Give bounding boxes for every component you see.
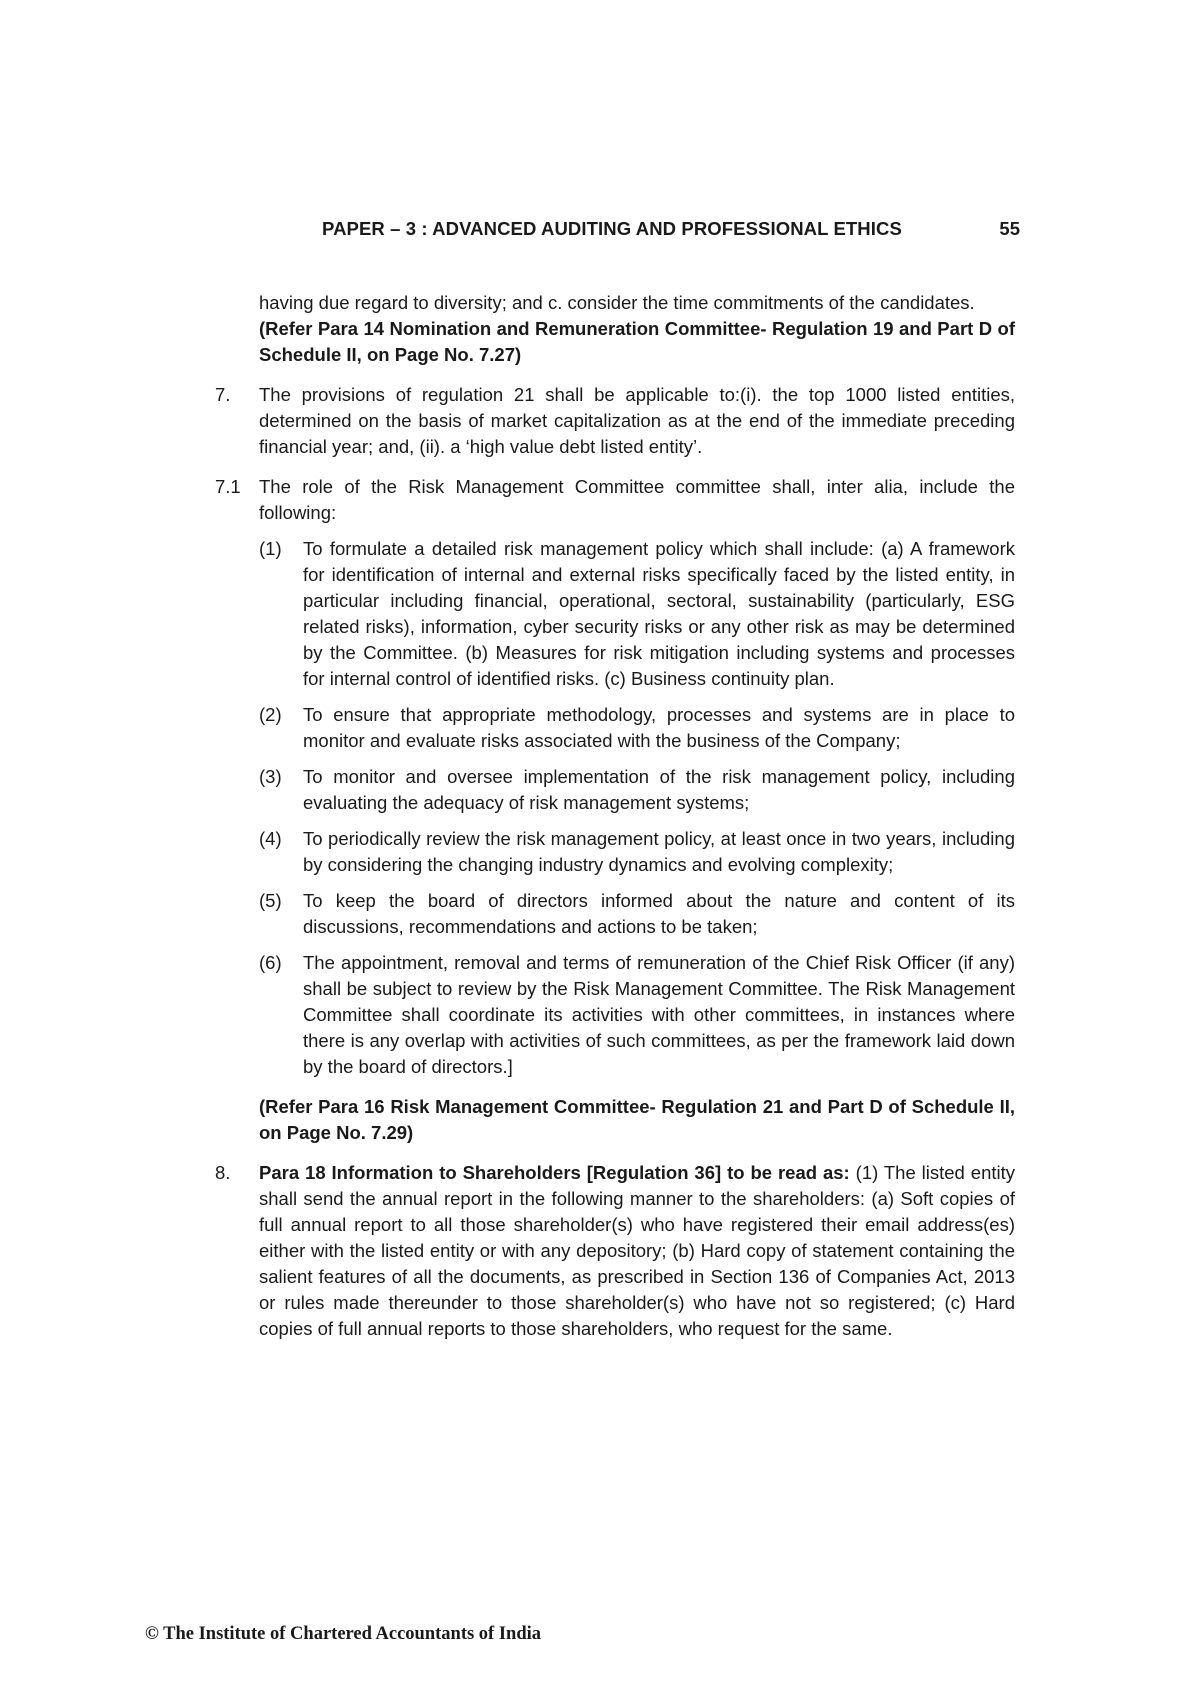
item-number: 8. xyxy=(215,1162,231,1183)
list-item-number: (2) xyxy=(259,704,282,725)
reference-block-para-16 xyxy=(259,1094,1015,1146)
numbered-item-8 xyxy=(215,1160,1015,1342)
page-number: 55 xyxy=(999,218,1020,239)
list-item-text: To ensure that appropriate methodology, processes and systems are in place to monitor and evaluate risks associated with the business of the Company; xyxy=(303,704,1015,751)
item-number: 7. xyxy=(215,384,231,405)
list-item xyxy=(259,950,1015,1080)
item-number: 7.1 xyxy=(215,476,241,497)
list-item-text: To periodically review the risk management policy, at least once in two years, including by considering the changing industry dynamics and evolving complexity; xyxy=(303,828,1015,875)
item-8-text: (1) The listed entity shall send the annual report in the following manner to the shareholders: (a) Soft copies of full annual report to all those shareholder(s) who have registered their email address(es) either with the listed entity or with any depository; (b) Hard copy of statement containing the salient features of all the documents, as prescribed in Section 136 of Companies Act, 2013 or rules made thereunder to those shareholder(s) who have not so registered; (c) Hard copies of full annual reports to those shareholders, who request for the same. xyxy=(259,1162,1015,1339)
numbered-item-7-1 xyxy=(215,474,1015,526)
list-item-number: (5) xyxy=(259,890,282,911)
list-item xyxy=(259,764,1015,816)
list-item-number: (4) xyxy=(259,828,282,849)
body-text xyxy=(215,290,1015,1342)
continuation-paragraph: having due regard to diversity; and c. consider the time commitments of the candidates. xyxy=(259,292,975,313)
list-item-text: To formulate a detailed risk management policy which shall include: (a) A framework for identification of internal and external risks specifically faced by the listed entity, in particular including financial, operational, sectoral, sustainability (particularly, ESG related risks), information, cyber security risks or any other risk as may be determined by the Committee. (b) Measures for risk mitigation including systems and processes for internal control of identified risks. (c) Business continuity plan. xyxy=(303,538,1015,689)
list-item xyxy=(259,888,1015,940)
list-item-number: (1) xyxy=(259,538,282,559)
risk-committee-role-list xyxy=(259,536,1015,1080)
list-item xyxy=(259,826,1015,878)
list-item xyxy=(259,702,1015,754)
continuation-block xyxy=(259,290,1015,368)
list-item-text: To keep the board of directors informed about the nature and content of its discussions, recommendations and actions to be taken; xyxy=(303,890,1015,937)
item-8-lead: Para 18 Information to Shareholders [Regulation 36] to be read as: xyxy=(259,1162,850,1183)
item-7-1-text: The role of the Risk Management Committee committee shall, inter alia, include the following: xyxy=(259,476,1015,523)
list-item-text: The appointment, removal and terms of remuneration of the Chief Risk Officer (if any) shall be subject to review by the Risk Management Committee. The Risk Management Committee shall coordinate its activities with other committees, in instances where there is any overlap with activities of such committees, as per the framework laid down by the board of directors.] xyxy=(303,952,1015,1077)
numbered-item-7 xyxy=(215,382,1015,460)
list-item-number: (3) xyxy=(259,766,282,787)
list-item-number: (6) xyxy=(259,952,282,973)
list-item-text: To monitor and oversee implementation of the risk management policy, including evaluating the adequacy of risk management systems; xyxy=(303,766,1015,813)
reference-para-14: (Refer Para 14 Nomination and Remuneration Committee- Regulation 19 and Part D of Schedule II, on Page No. 7.27) xyxy=(259,318,1015,365)
item-8-paragraph xyxy=(259,1160,1015,1342)
reference-para-16: (Refer Para 16 Risk Management Committee- Regulation 21 and Part D of Schedule II, on Page No. 7.29) xyxy=(259,1096,1015,1143)
footer-copyright: © The Institute of Chartered Accountants of India xyxy=(145,1624,542,1644)
item-7-text: The provisions of regulation 21 shall be applicable to:(i). the top 1000 listed entities, determined on the basis of market capitalization as at the end of the immediate preceding financial year; and, (ii). a ‘high value debt listed entity’. xyxy=(259,384,1015,457)
running-header-title: PAPER – 3 : ADVANCED AUDITING AND PROFESSIONAL ETHICS xyxy=(322,218,902,239)
list-item xyxy=(259,536,1015,692)
